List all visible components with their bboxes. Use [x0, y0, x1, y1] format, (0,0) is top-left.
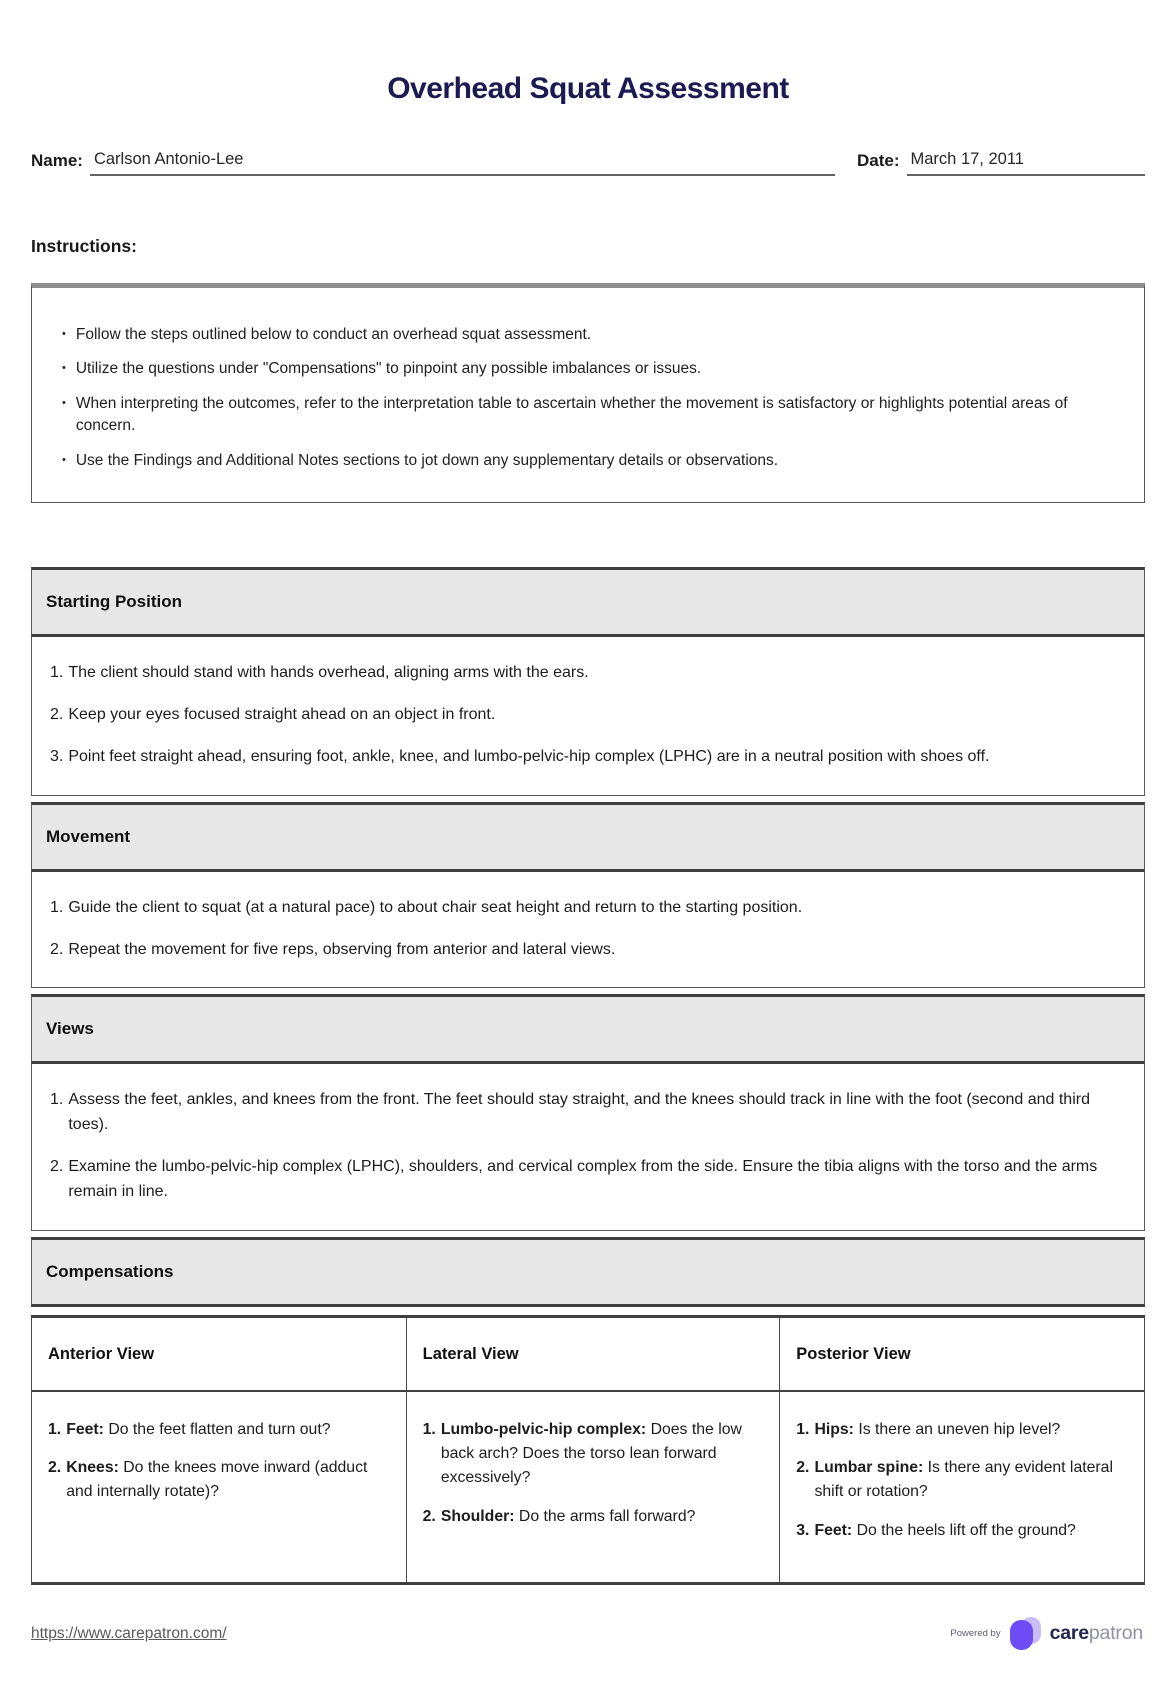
list-item-text: Examine the lumbo-pelvic-hip complex (LPHC), shoulders, and cervical complex from the side. Ensure the tibia aligns with the torso and the arms remain in line.	[68, 1157, 1098, 1200]
comp-col-body	[780, 1392, 1144, 1582]
bullet-icon: •	[62, 453, 66, 466]
list-item-number: 1.	[48, 1420, 62, 1438]
list-item-number: 2.	[422, 1507, 436, 1525]
date-field-group	[857, 150, 1145, 176]
item-question: Do the feet flatten and turn out?	[108, 1420, 331, 1438]
list-item	[48, 745, 1128, 770]
list-item-text: Assess the feet, ankles, and knees from the front. The feet should stay straight, and the knees should track in line with the foot (second and third toes).	[68, 1091, 1090, 1134]
date-input[interactable]: March 17, 2011	[907, 150, 1145, 176]
carepatron-url-link[interactable]: https://www.carepatron.com/	[31, 1624, 227, 1642]
table-list-item	[794, 1456, 1130, 1505]
table-list-item	[421, 1418, 766, 1491]
list-item-number: 2.	[50, 706, 64, 724]
bullet-icon: •	[62, 328, 66, 340]
instruction-item	[56, 450, 1114, 472]
list-item	[48, 1088, 1128, 1138]
list-item-text	[441, 1418, 765, 1491]
comp-col-header: Lateral View	[407, 1318, 780, 1392]
item-label: Lumbar spine:	[814, 1459, 924, 1476]
carepatron-logo-icon	[1010, 1617, 1041, 1650]
table-list-item	[46, 1456, 392, 1505]
section-movement	[31, 802, 1145, 989]
list-item-text: The client should stand with hands overhead, aligning arms with the ears.	[68, 664, 589, 682]
list-item-text	[814, 1456, 1130, 1505]
list-item-number: 1.	[50, 1091, 64, 1109]
compensations-table	[31, 1315, 1145, 1585]
item-question: Do the arms fall forward?	[518, 1507, 696, 1525]
table-list-item	[421, 1505, 766, 1529]
brand-patron: patron	[1088, 1622, 1143, 1644]
comp-col-body	[32, 1392, 406, 1582]
section-content	[31, 637, 1145, 795]
item-question: Do the heels lift off the ground?	[856, 1521, 1076, 1539]
list-item-text: Repeat the movement for five reps, observing from anterior and lateral views.	[68, 940, 616, 958]
instructions-box	[31, 283, 1145, 503]
list-item-text: Guide the client to squat (at a natural pace) to about chair seat height and return to the starting position.	[68, 898, 803, 916]
powered-by-label: Powered by	[950, 1628, 1001, 1639]
instructions-heading: Instructions:	[31, 236, 137, 256]
item-question: Does the low back arch? Does the torso lean forward excessively?	[440, 1420, 742, 1487]
instruction-item	[56, 393, 1114, 438]
comp-col-header: Anterior View	[32, 1318, 406, 1392]
item-label: Feet:	[814, 1521, 853, 1539]
comp-col-posterior	[779, 1318, 1144, 1582]
document-page	[0, 72, 1176, 1585]
brand-care: care	[1049, 1622, 1089, 1644]
section-header: Compensations	[31, 1237, 1145, 1307]
list-item-text	[66, 1418, 330, 1442]
sections-stack	[31, 567, 1145, 1584]
list-item-number: 3.	[796, 1521, 810, 1539]
list-item-number: 1.	[50, 898, 64, 916]
instruction-item	[56, 358, 1114, 380]
section-header: Views	[31, 994, 1145, 1064]
bullet-icon: •	[62, 362, 66, 375]
table-list-item	[46, 1418, 392, 1442]
list-item-text	[814, 1519, 1075, 1543]
name-label: Name:	[31, 151, 83, 170]
name-date-row	[31, 150, 1145, 176]
instruction-item	[56, 324, 1114, 346]
section-content	[31, 1064, 1145, 1230]
list-item-text	[66, 1456, 391, 1505]
instruction-text: Use the Findings and Additional Notes sections to jot down any supplementary details or observations.	[75, 451, 779, 469]
comp-col-anterior	[32, 1318, 406, 1582]
item-question: Is there any evident lateral shift or rotation?	[814, 1459, 1113, 1501]
instruction-text: Follow the steps outlined below to conduct an overhead squat assessment.	[75, 326, 592, 343]
list-item-text	[441, 1505, 696, 1529]
comp-col-lateral	[406, 1318, 780, 1582]
page-title: Overhead Squat Assessment	[387, 72, 789, 105]
table-list-item	[794, 1418, 1130, 1442]
section-content	[31, 872, 1145, 989]
list-item	[48, 896, 1128, 921]
instruction-text: When interpreting the outcomes, refer to the interpretation table to ascertain whether the movement is satisfactory or highlights potential areas of concern.	[75, 394, 1068, 435]
section-compensations	[31, 1237, 1145, 1307]
name-field-group	[31, 150, 835, 176]
list-item-number: 2.	[50, 1157, 64, 1175]
powered-by-group	[950, 1617, 1143, 1650]
list-item-number: 3.	[50, 747, 64, 765]
item-question: Do the knees move inward (adduct and internally rotate)?	[66, 1459, 368, 1501]
section-starting-position	[31, 567, 1145, 795]
list-item	[48, 1155, 1128, 1205]
item-label: Shoulder:	[440, 1507, 515, 1525]
item-label: Hips:	[814, 1420, 854, 1438]
carepatron-wordmark	[1050, 1622, 1143, 1645]
item-question: Is there an uneven hip level?	[858, 1420, 1061, 1438]
item-label: Knees:	[66, 1459, 119, 1476]
table-list-item	[794, 1519, 1130, 1543]
item-label: Feet:	[66, 1420, 104, 1438]
list-item-number: 1.	[796, 1420, 810, 1438]
list-item	[48, 661, 1128, 686]
comp-col-header: Posterior View	[780, 1318, 1144, 1392]
list-item-text: Keep your eyes focused straight ahead on an object in front.	[68, 706, 496, 724]
list-item	[48, 938, 1128, 963]
page-footer	[0, 1617, 1176, 1650]
list-item-number: 2.	[48, 1459, 62, 1476]
section-header: Movement	[31, 802, 1145, 872]
item-label: Lumbo-pelvic-hip complex:	[440, 1420, 647, 1438]
list-item-number: 2.	[50, 940, 64, 958]
section-header: Starting Position	[31, 567, 1145, 637]
list-item-text	[814, 1418, 1060, 1442]
name-input[interactable]: Carlson Antonio-Lee	[90, 150, 835, 176]
list-item-number: 1.	[422, 1420, 436, 1438]
list-item-number: 2.	[796, 1459, 810, 1476]
section-views	[31, 994, 1145, 1230]
comp-col-body	[407, 1392, 780, 1582]
list-item-number: 1.	[50, 664, 64, 682]
date-label: Date:	[857, 151, 900, 170]
bullet-icon: •	[62, 396, 66, 409]
list-item-text: Point feet straight ahead, ensuring foot, ankle, knee, and lumbo-pelvic-hip complex (LPHC) are in a neutral position with shoes off.	[68, 747, 990, 765]
instruction-text: Utilize the questions under "Compensations" to pinpoint any possible imbalances or issues.	[75, 360, 702, 378]
list-item	[48, 703, 1128, 728]
